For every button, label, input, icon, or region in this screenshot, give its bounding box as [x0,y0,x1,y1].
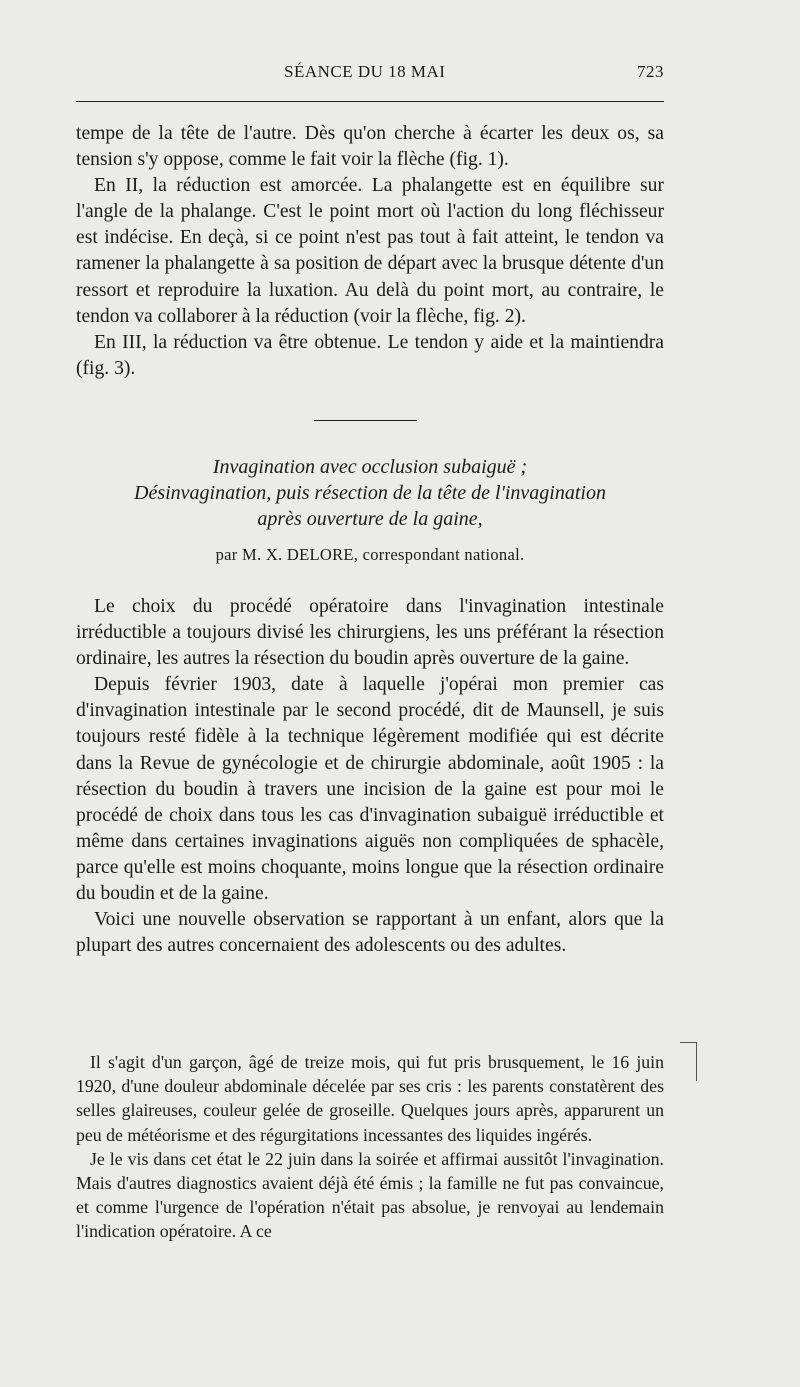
paragraph: Depuis février 1903, date à laquelle j'opérai mon premier cas d'invagination intestinale par le second procédé, dit de Maunsell, je suis toujours resté fidèle à la technique légèrement modifiée qui est décrite dans la Revue de gynécologie et de chirurgie abdominale, août 1905 : la résection du boudin à travers une incision de la gaine est pour moi le procédé de choix dans tous les cas d'invagination subaiguë irréductible et même dans certaines invaginations aiguës non compliquées de sphacèle, parce qu'elle est moins choquante, moins longue que la résection ordinaire du boudin et de la gaine. [76,674,664,905]
running-title: SÉANCE DU 18 MAI [284,62,446,81]
header-rule [76,101,664,102]
title-line: Désinvagination, puis résection de la tête de l'invagination [134,482,606,504]
article-body [76,594,664,959]
paragraph: Voici une nouvelle observation se rapportant à un enfant, alors que la plupart des autres concernaient des adolescents ou des adultes. [76,909,664,957]
observation-text [76,1050,664,1244]
paragraph: Il s'agit d'un garçon, âgé de treize mois, qui fut pris brusquement, le 16 juin 1920, d'une douleur abdominale décelée par ses cris : les parents constatèrent des selles glaireuses, couleur gelée de groseille. Quelques jours après, apparurent un peu de météorisme et des régurgitations incessantes des liquides ingérés. [76,1052,664,1145]
continuation-text [76,121,664,382]
page-header [76,62,664,88]
paragraph: En II, la réduction est amorcée. La phalangette est en équilibre sur l'angle de la phalange. C'est le point mort où l'action du long fléchisseur est indécise. En deçà, si ce point n'est pas tout à fait atteint, le tendon va ramener la phalangette à sa position de départ avec la brusque détente d'un ressort et reproduire la luxation. Au delà du point mort, au contraire, le tendon va collaborer à la réduction (voir la flèche, fig. 2). [76,175,664,327]
author-byline: par M. X. DELORE, correspondant national. [215,545,525,564]
margin-bracket-mark [680,1042,697,1081]
paragraph: tempe de la tête de l'autre. Dès qu'on cherche à écarter les deux os, sa tension s'y oppose, comme le fait voir la flèche (fig. 1). [76,123,664,171]
section-separator [314,420,417,421]
paragraph: Le choix du procédé opératoire dans l'invagination intestinale irréductible a toujours divisé les chirurgiens, les uns préférant la résection ordinaire, les autres la résection du boudin après ouverture de la gaine. [76,596,664,670]
title-line: après ouverture de la gaine, [257,508,483,530]
page-number: 723 [637,62,664,81]
paragraph: En III, la réduction va être obtenue. Le tendon y aide et la maintiendra (fig. 3). [76,331,664,379]
article-title [76,454,664,532]
paragraph: Je le vis dans cet état le 22 juin dans la soirée et affirmai aussitôt l'invagination. Mais d'autres diagnostics avaient déjà été émis ; la famille ne fut pas convaincue, et comme l'urgence de l'opération n'était pas absolue, je renvoyai au lendemain l'indication opératoire. A ce [76,1148,664,1242]
title-line: Invagination avec occlusion subaiguë ; [212,456,528,478]
